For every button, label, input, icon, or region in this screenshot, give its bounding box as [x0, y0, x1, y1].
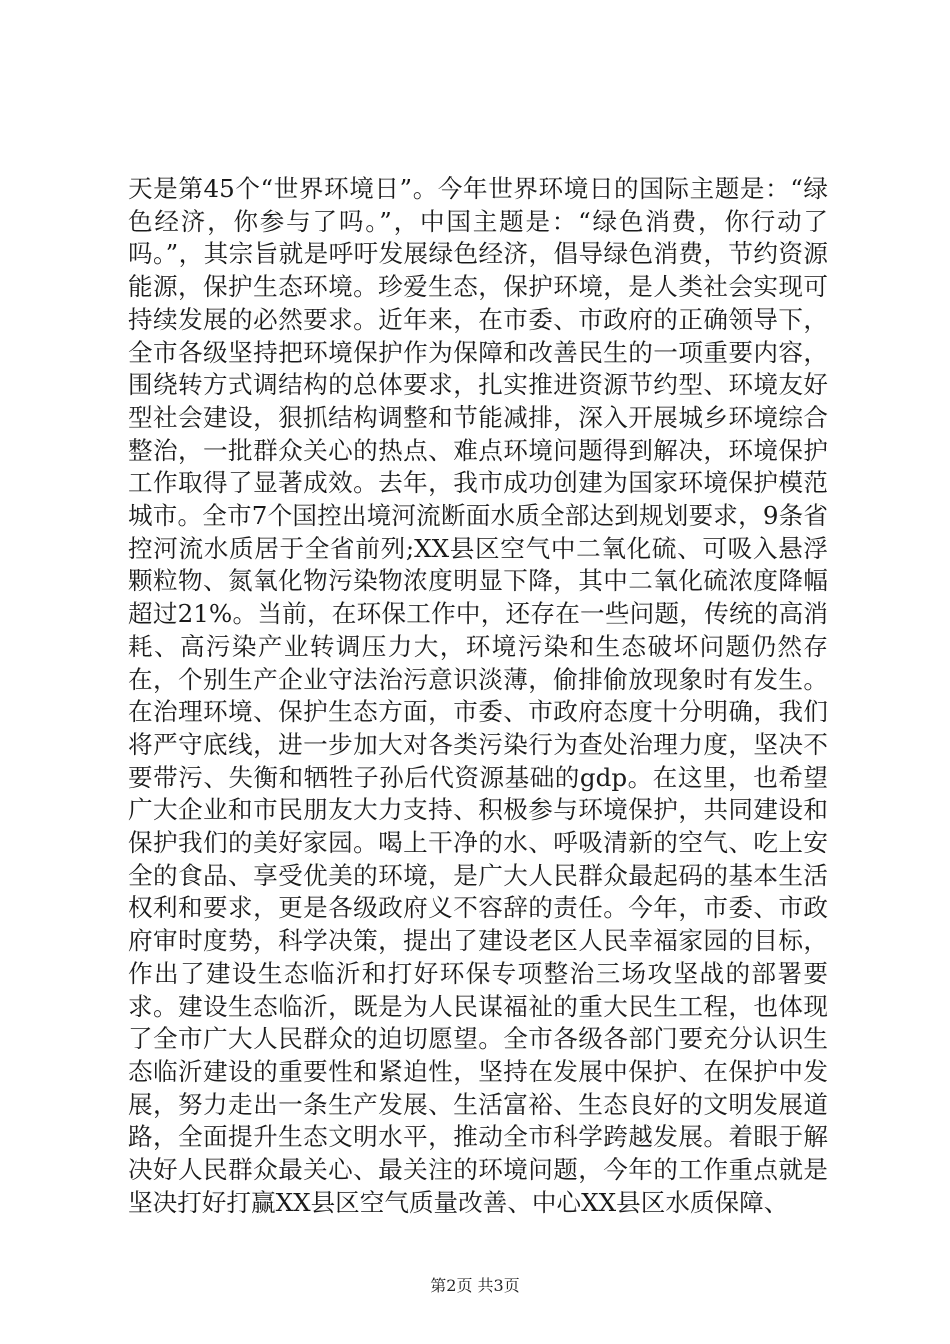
page-footer: 第2页 共3页 [430, 1276, 520, 1295]
body-paragraph: 天是第45个“世界环境日”。今年世界环境日的国际主题是：“绿色经济，你参与了吗。”，中国主题是：“绿色消费，你行动了吗。”，其宗旨就是呼吁发展绿色经济，倡导绿色消费，节约资源能源，保护生态环境。珍爱生态，保护环境，是人类社会实现可持续发展的必然要求。近年来，在市委、市政府的正确领导下，全市各级坚持把环境保护作为保障和改善民生的一项重要内容，围绕转方式调结构的总体要求，扎实推进资源节约型、环境友好型社会建设，狠抓结构调整和节能减排，深入开展城乡环境综合整治，一批群众关心的热点、难点环境问题得到解决，环境保护工作取得了显著成效。去年，我市成功创建为国家环境保护模范城市。全市7个国控出境河流断面水质全部达到规划要求，9条省控河流水质居于全省前列;XX县区空气中二氧化硫、可吸入悬浮颗粒物、氮氧化物污染物浓度明显下降，其中二氧化硫浓度降幅超过21%。当前，在环保工作中，还存在一些问题，传统的高消耗、高污染产业转调压力大，环境污染和生态破坏问题仍然存在，个别生产企业守法治污意识淡薄，偷排偷放现象时有发生。在治理环境、保护生态方面，市委、市政府态度十分明确，我们将严守底线，进一步加大对各类污染行为查处治理力度，坚决不要带污、失衡和牺牲子孙后代资源基础的gdp。在这里，也希望广大企业和市民朋友大力支持、积极参与环境保护，共同建设和保护我们的美好家园。喝上干净的水、呼吸清新的空气、吃上安全的食品、享受优美的环境，是广大人民群众最起码的基本生活权利和要求，更是各级政府义不容辞的责任。今年，市委、市政府审时度势，科学决策，提出了建设老区人民幸福家园的目标，作出了建设生态临沂和打好环保专项整治三场攻坚战的部署要求。建设生态临沂，既是为人民谋福祉的重大民生工程，也体现了全市广大人民群众的迫切愿望。全市各级各部门要充分认识生态临沂建设的重要性和紧迫性，坚持在发展中保护、在保护中发展，努力走出一条生产发展、生活富裕、生态良好的文明发展道路，全面提升生态文明水平，推动全市科学跨越发展。着眼于解决好人民群众最关心、最关注的环境问题，今年的工作重点就是坚决打好打赢XX县区空气质量改善、中心XX县区水质保障、 [128, 174, 828, 1217]
